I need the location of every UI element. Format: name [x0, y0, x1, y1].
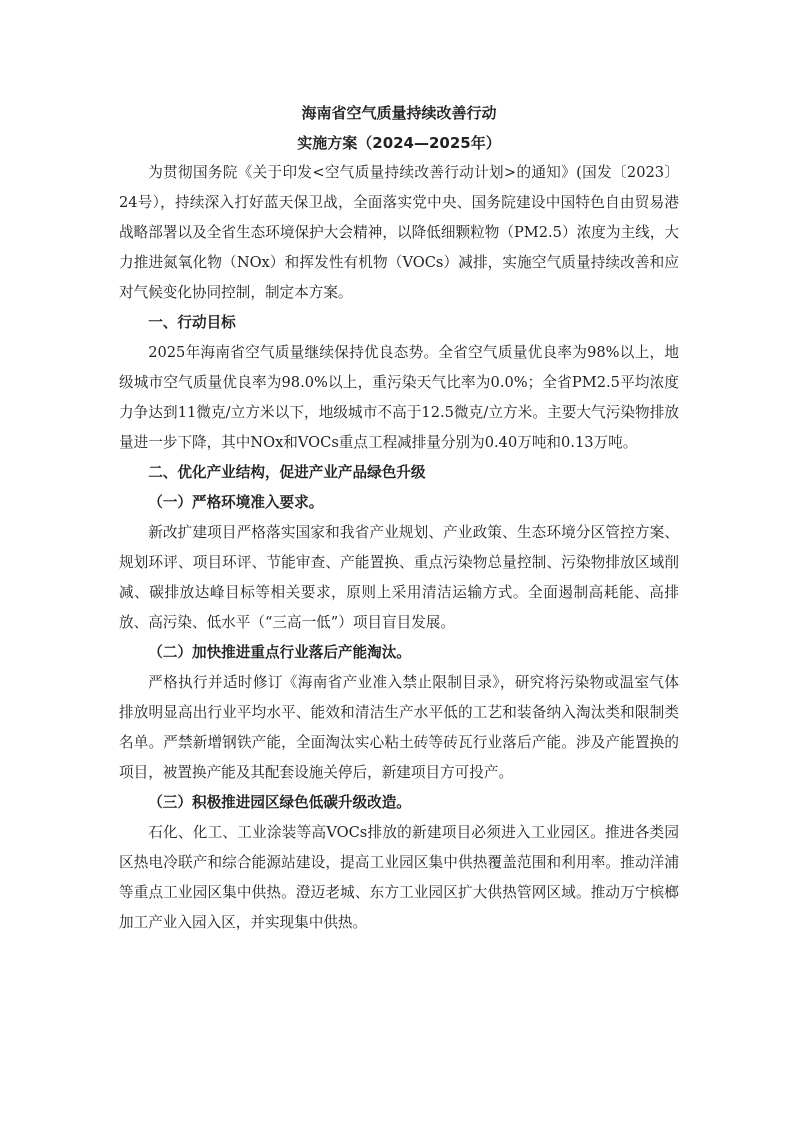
document-body — [119, 96, 679, 938]
subsection1-paragraph: 新改扩建项目严格落实国家和我省产业规划、产业政策、生态环境分区管控方案、规划环评、项目环评、节能审查、产能置换、重点污染物总量控制、污染物排放区域削减、碳排放达峰目标等相关要求，原则上采用清洁运输方式。全面遏制高耗能、高排放、高污染、低水平（“三高一低”）项目盲目发展。 — [119, 524, 679, 631]
section1-paragraph: 2025年海南省空气质量继续保持优良态势。全省空气质量优良率为98%以上，地级城市空气质量优良率为98.0%以上，重污染天气比率为0.0%；全省PM2.5平均浓度力争达到11微克/立方米以下，地级城市不高于12.5微克/立方米。主要大气污染物排放量进一步下降，其中NOx和VOCs重点工程减排量分别为0.40万吨和0.13万吨。 — [119, 344, 679, 451]
subsection2-paragraph: 严格执行并适时修订《海南省产业准入禁止限制目录》，研究将污染物或温室气体排放明显高出行业平均水平、能效和清洁生产水平低的工艺和装备纳入淘汰类和限制类名单。严禁新增钢铁产能，全面淘汰实心粘土砖等砖瓦行业落后产能。涉及产能置换的项目，被置换产能及其配套设施关停后，新建项目方可投产。 — [119, 674, 679, 781]
subsection3-paragraph: 石化、化工、工业涂装等高VOCs排放的新建项目必须进入工业园区。推进各类园区热电冷联产和综合能源站建设，提高工业园区集中供热覆盖范围和利用率。推动洋浦等重点工业园区集中供热。澄迈老城、东方工业园区扩大供热管网区域。推动万宁槟榔加工产业入园入区，并实现集中供热。 — [119, 824, 679, 931]
intro-paragraph: 为贯彻国务院《关于印发<空气质量持续改善行动计划>的通知》(国发〔2023〕24号），持续深入打好蓝天保卫战，全面落实党中央、国务院建设中国特色自由贸易港战略部署以及全省生态环境保护大会精神，以降低细颗粒物（PM2.5）浓度为主线，大力推进氮氧化物（NOx）和挥发性有机物（VOCs）减排，实施空气质量持续改善和应对气候变化协同控制，制定本方案。 — [119, 164, 679, 301]
document-title-line1: 海南省空气质量持续改善行动 — [301, 104, 497, 122]
subsection2-heading: （二）加快推进重点行业落后产能淘汰。 — [148, 644, 411, 661]
subsection3-heading: （三）积极推进园区绿色低碳升级改造。 — [148, 794, 411, 811]
subsection1-heading: （一）严格环境准入要求。 — [148, 494, 324, 511]
section1-heading: 一、行动目标 — [148, 314, 236, 331]
document-title-line2: 实施方案（2024—2025年） — [297, 134, 501, 152]
section2-heading: 二、优化产业结构，促进产业产品绿色升级 — [148, 464, 426, 481]
